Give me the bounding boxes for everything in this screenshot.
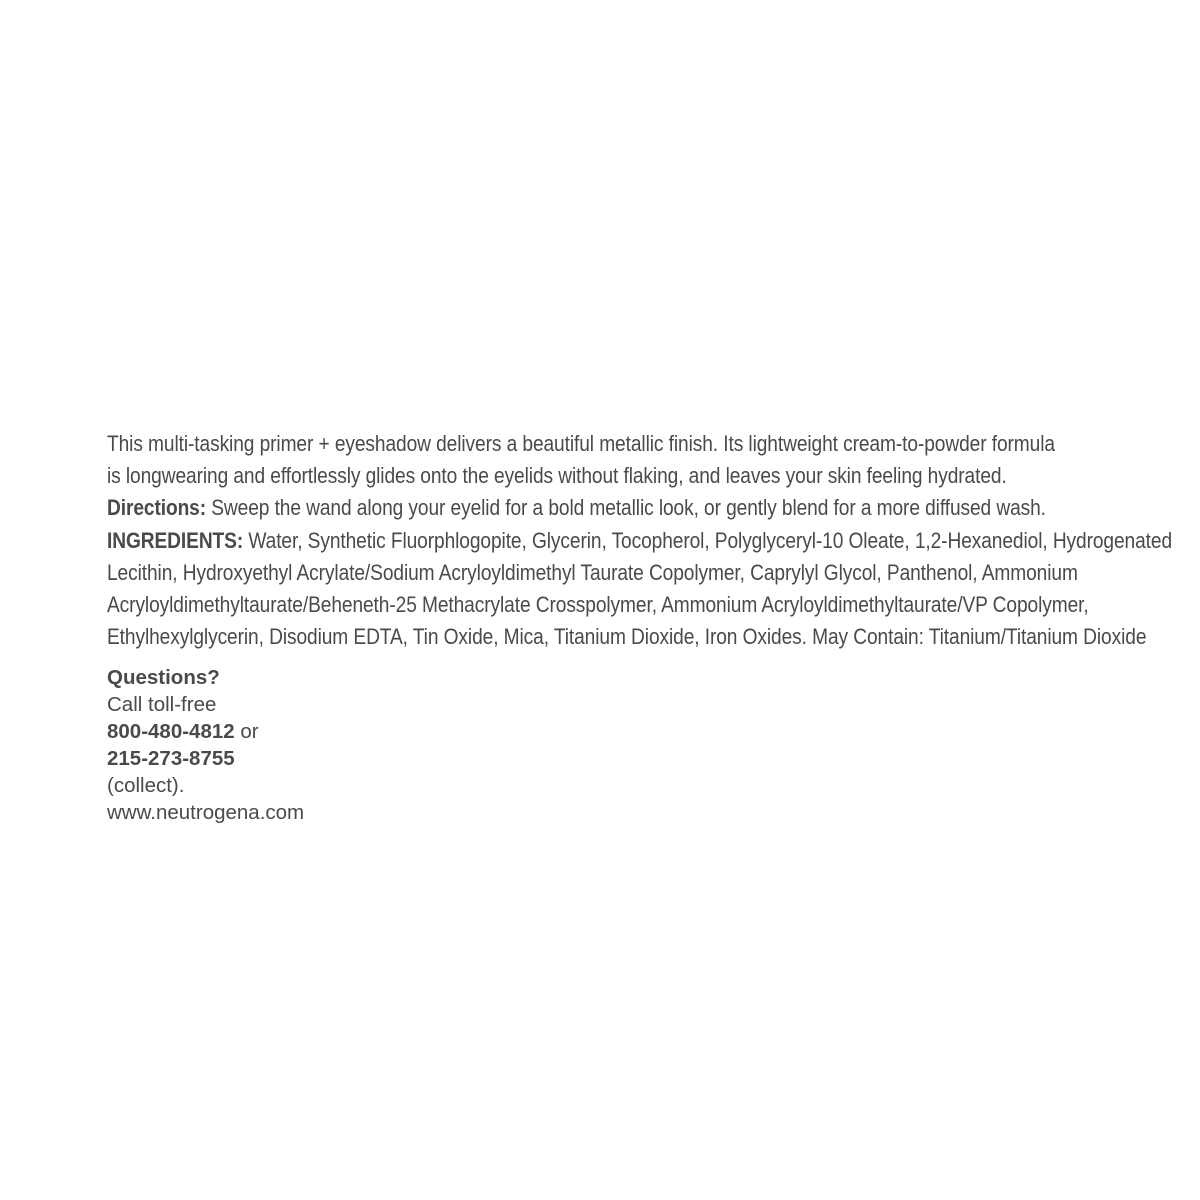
directions-text: Sweep the wand along your eyelid for a bold metallic look, or gently blend for a more diffused wash.: [206, 495, 1046, 521]
ingredients-text: Water, Synthetic Fluorphlogopite, Glycerin, Tocopherol, Polyglyceryl-10 Oleate, 1,2-Hexanediol, Hydrogenated: [243, 527, 1173, 553]
directions-line: [107, 492, 1125, 524]
description-line: This multi-tasking primer + eyeshadow delivers a beautiful metallic finish. Its lightweight cream-to-powder formula: [107, 431, 1055, 456]
phone-number-tollfree: 800-480-4812: [107, 720, 235, 743]
call-toll-free-text: Call toll-free: [107, 693, 217, 716]
directions-label: Directions:: [107, 495, 207, 521]
phone-row: [107, 718, 304, 745]
ingredients-line: [107, 525, 1173, 557]
phone-number-collect: 215-273-8755: [107, 747, 235, 770]
questions-heading: Questions?: [107, 666, 220, 689]
ingredients-line: Ethylhexylglycerin, Disodium EDTA, Tin Oxide, Mica, Titanium Dioxide, Iron Oxides. May Contain: Titanium/Titanium Dioxide: [107, 624, 1147, 650]
description-line: is longwearing and effortlessly glides onto the eyelids without flaking, and leaves your skin feeling hydrated.: [107, 463, 1007, 489]
product-info-text: [107, 428, 1173, 653]
collect-text: (collect).: [107, 774, 185, 797]
ingredients-line: Acryloyldimethyltaurate/Beheneth-25 Methacrylate Crosspolymer, Ammonium Acryloyldimethyltaurate/VP Copolymer,: [107, 591, 1089, 617]
ingredients-line: Lecithin, Hydroxyethyl Acrylate/Sodium Acryloyldimethyl Taurate Copolymer, Caprylyl Glycol, Panthenol, Ammonium: [107, 559, 1078, 585]
contact-info: [107, 664, 304, 826]
or-text: or: [234, 720, 259, 743]
product-info-block: [107, 428, 1173, 653]
ingredients-label: INGREDIENTS:: [107, 527, 244, 553]
website-url: www.neutrogena.com: [107, 801, 305, 824]
